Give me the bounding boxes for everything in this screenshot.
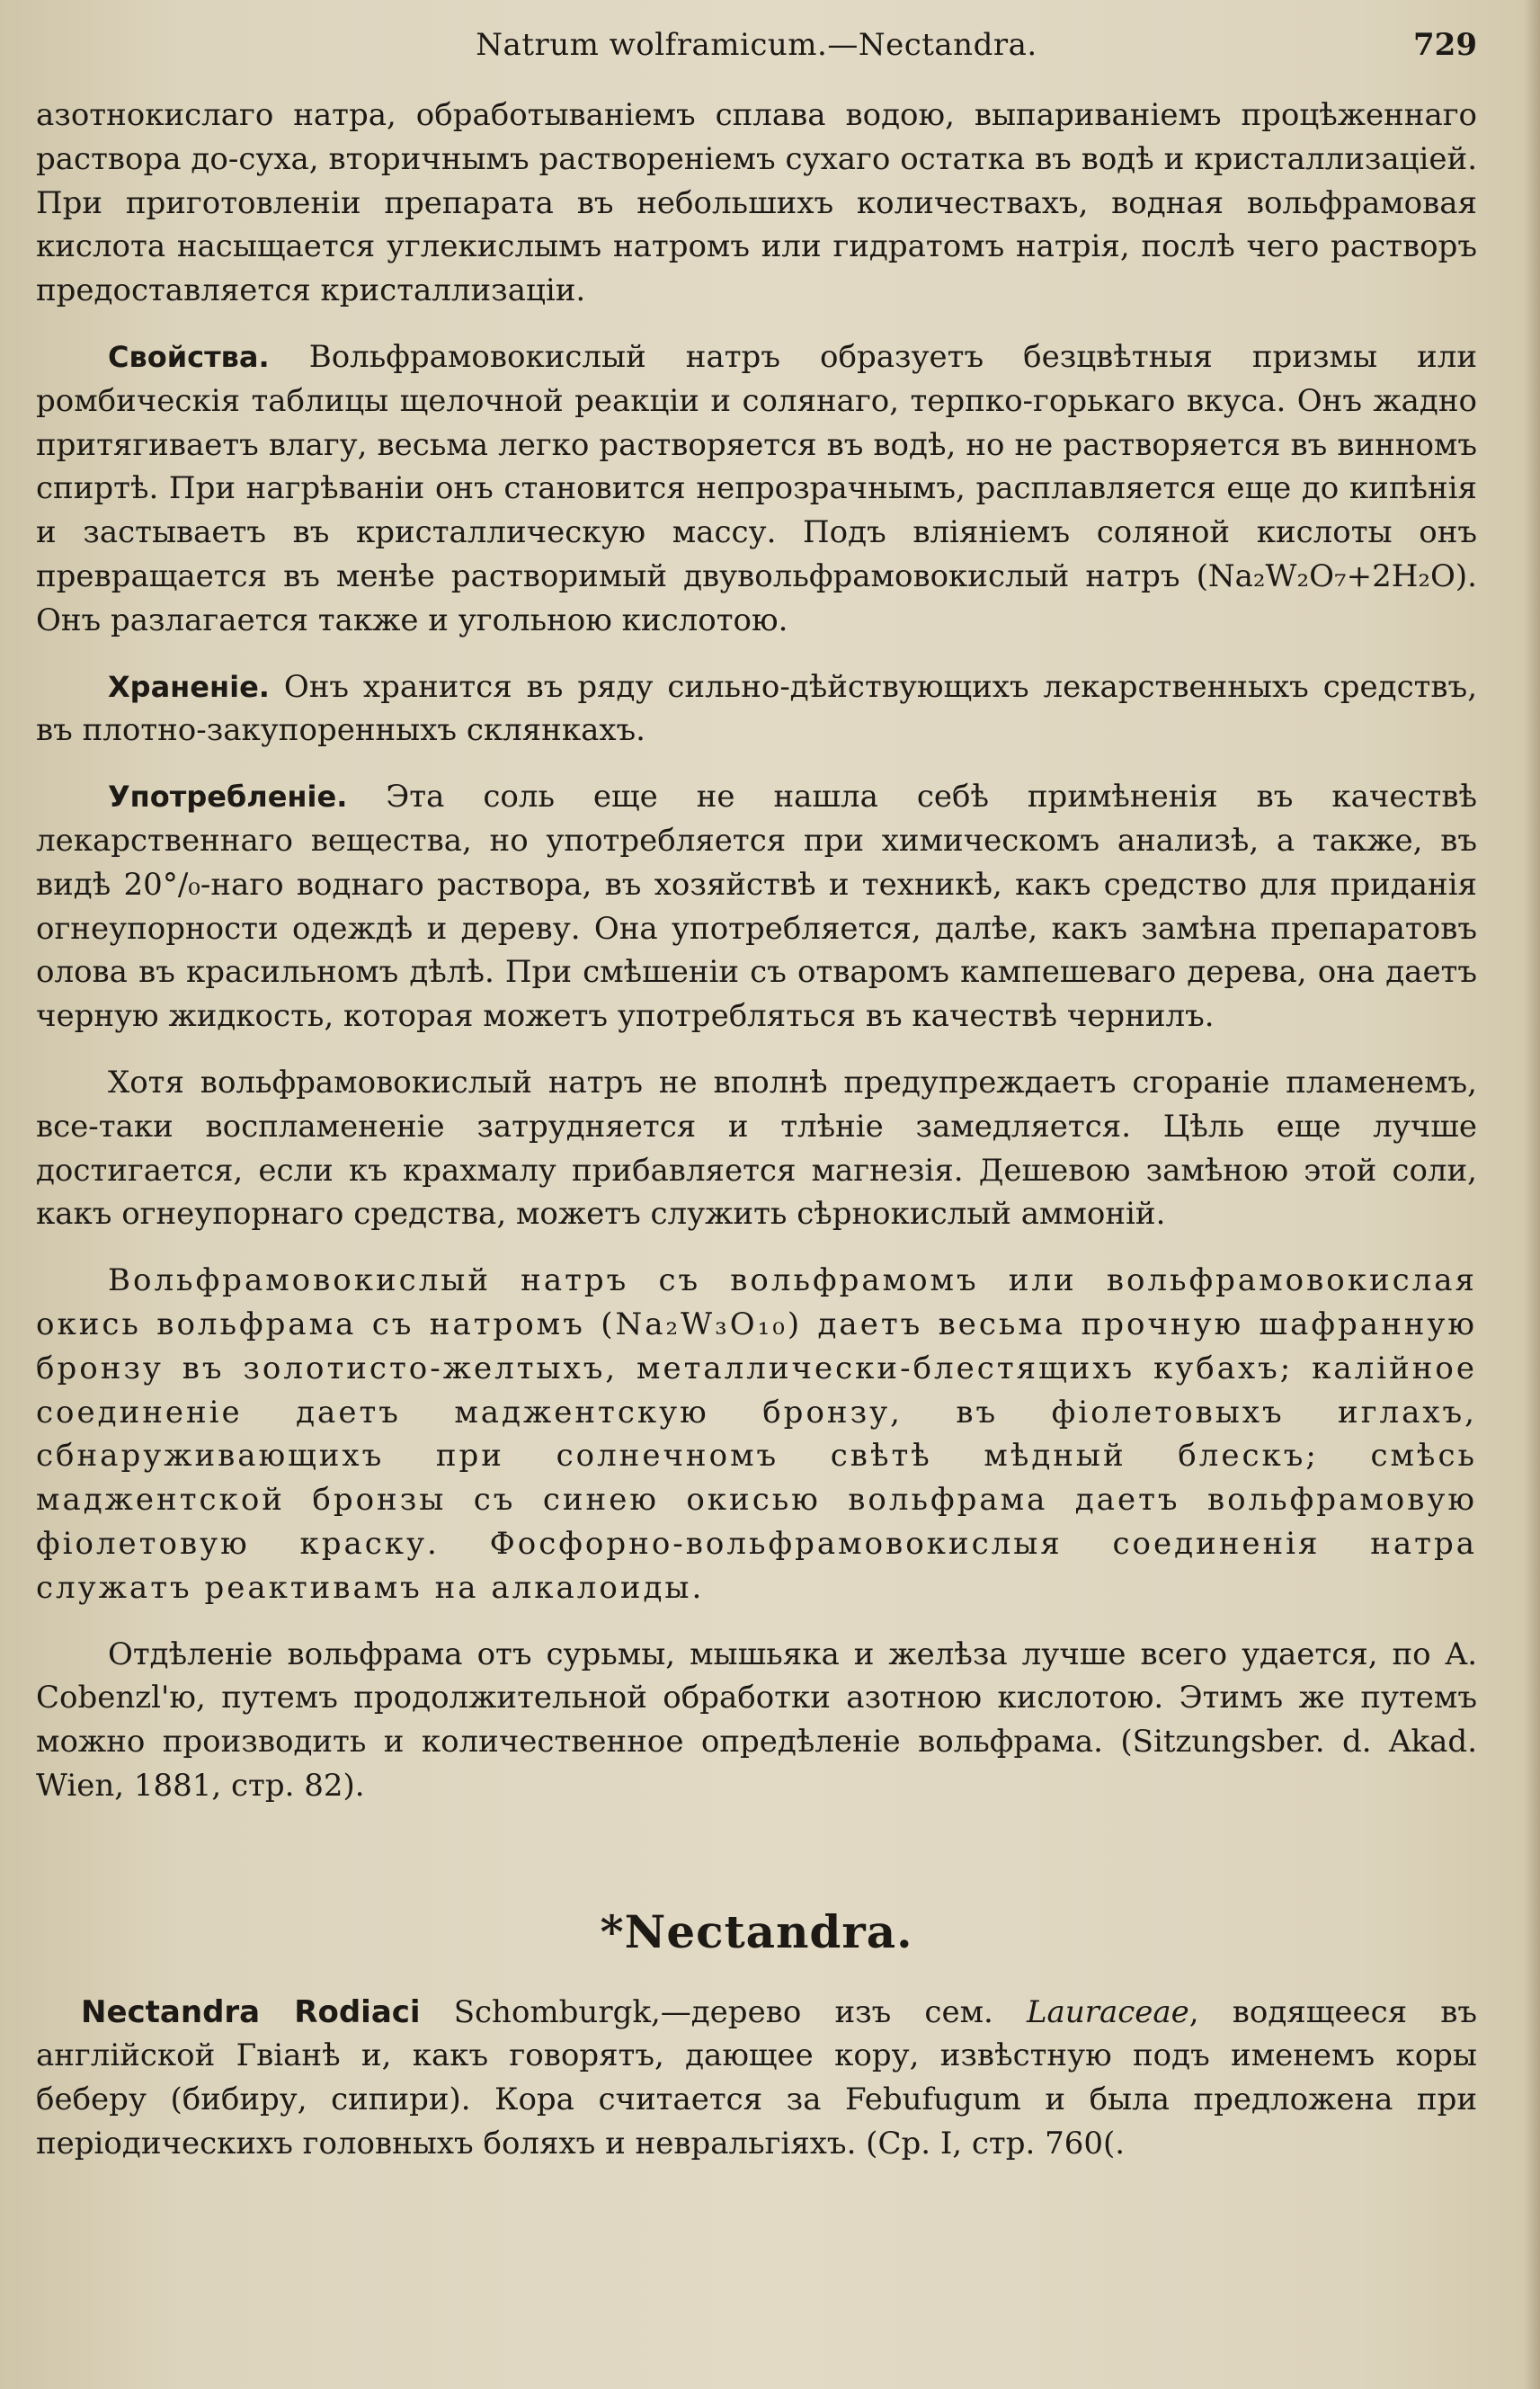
page-header (36, 27, 1477, 81)
storage-heading: Храненіе. (108, 669, 270, 704)
running-title: Natrum wolframicum.—Nectandra. (476, 27, 1037, 63)
paragraph-usage (36, 775, 1477, 1039)
bronze-text-1: Вольфрамовокислый натръ съ вольфрамомъ или вольфрамовокислая окись вольфрама съ натромъ ( (36, 1262, 1477, 1342)
formula-bronze: Na₂W₃O₁₀ (615, 1306, 788, 1342)
page-number: 729 (1413, 27, 1477, 63)
paragraph-properties (36, 335, 1477, 643)
formula-dituungstate: Na₂W₂O₇+2H₂O (1207, 557, 1455, 594)
usage-text: Эта соль еще не нашла себѣ примѣненія въ качествѣ лекарственнаго вещества, но употребляется при химическомъ анализѣ, а также, въ видѣ 20°/₀-наго воднаго раствора, въ хозяйствѣ и техникѣ, какъ средство для приданія огнеупорности одеждѣ и дереву. Она употребляется, далѣе, какъ замѣна препаратовъ олова въ красильномъ дѣлѣ. При смѣшеніи съ отваромъ кампешеваго дерева, она даетъ черную жидкость, которая можетъ употребляться въ качествѣ чернилъ. (36, 779, 1477, 1035)
usage-heading: Употребленіе. (108, 780, 348, 815)
storage-text: Онъ хранится въ ряду сильно-дѣйствующихъ лекарственныхъ средствъ, въ плотно-закупоренныхъ склянкахъ. (36, 668, 1477, 749)
paragraph-fireproofing: Хотя вольфрамовокислый натръ не вполнѣ предупреждаетъ сгораніе пламенемъ, все-таки воспламененіе затрудняется и тлѣніе замедляется. Цѣль еще лучше достигается, если къ крахмалу прибавляется магнезія. Дешевою замѣною этой соли, какъ огнеупорнаго средства, можетъ служить сѣрнокислый аммоній. (36, 1064, 1477, 1233)
properties-heading: Свойства. (108, 339, 270, 374)
paragraph-separation: Отдѣленіе вольфрама отъ сурьмы, мышьяка и желѣза лучше всего удается, по A. Cobenzl'ю, путемъ продолжительной обработки азотною кислотою. Этимъ же путемъ можно производить и количественное опредѣленіе вольфрама. (Sitzungsber. d. Akad. Wien, 1881, стр. 82). (36, 1636, 1477, 1804)
properties-text-1: Вольфрамовокислый натръ образуетъ безцвѣтныя призмы или ромбическія таблицы щелочной реакціи и солянаго, терпко-горькаго вкуса. Онъ жадно притягиваетъ влагу, весьма легко растворяется въ водѣ, но не растворяется въ винномъ спиртѣ. При нагрѣваніи онъ становится непрозрачнымъ, расплавляется еще до кипѣнія и застываетъ въ кристаллическую массу. Подъ вліяніемъ соляной кислоты онъ превращается въ менѣе растворимый двувольфрамовокислый натръ ( (36, 338, 1477, 594)
paragraph-preparation: азотнокислаго натра, обработываніемъ сплава водою, выпариваніемъ процѣженнаго раствора до-суха, вторичнымъ раствореніемъ сухаго остатка въ водѣ и кристаллизаціей. При приготовленіи препарата въ небольшихъ количествахъ, водная вольфрамовая кислота насыщается углекислымъ натромъ или гидратомъ натрія, послѣ чего растворъ предоставляется кристаллизаціи. (36, 97, 1477, 309)
bronze-text-2: ) даетъ весьма прочную шафранную бронзу въ золотисто-желтыхъ, металлически-блестящихъ кубахъ; калійное соединеніе даетъ маджентскую бронзу, въ фіолетовыхъ иглахъ, сбнаруживающихъ при солнечномъ свѣтѣ мѣдный блескъ; смѣсь маджентской бронзы съ синею окисью вольфрама даетъ вольфрамовую фіолетовую краску. Фосфорно-вольфрамовокислыя соединенія натра служатъ реактивамъ на алкалоиды. (36, 1306, 1477, 1606)
paragraph-bronze (36, 1259, 1477, 1609)
entry-name: Nectandra Rodiaci (81, 1993, 421, 2030)
paragraph-storage (36, 665, 1477, 753)
section-title: *Nectandra. (600, 1904, 913, 1958)
properties-text-2: ). Онъ разлагается также и угольною кислотою. (36, 557, 1477, 638)
entry-nectandra-rodiaci (36, 1991, 1477, 2166)
entry-text-1: —дерево изъ сем. (660, 1993, 1027, 2030)
entry-text-2: , водящееся въ англійской Гвіанѣ и, какъ говорятъ, дающее кору, извѣстную подъ именемъ коры беберу (бибиру, сипири). Кора считается за Febufugum и была предложена при періодическихъ головныхъ боляхъ и невральгіяхъ. (Ср. I, стр. 760(. (36, 1993, 1477, 2162)
entry-family: Lauraceae (1026, 1993, 1189, 2030)
entry-author: Schomburgk, (420, 1993, 661, 2030)
page-edge-shadow (1524, 0, 1540, 2389)
